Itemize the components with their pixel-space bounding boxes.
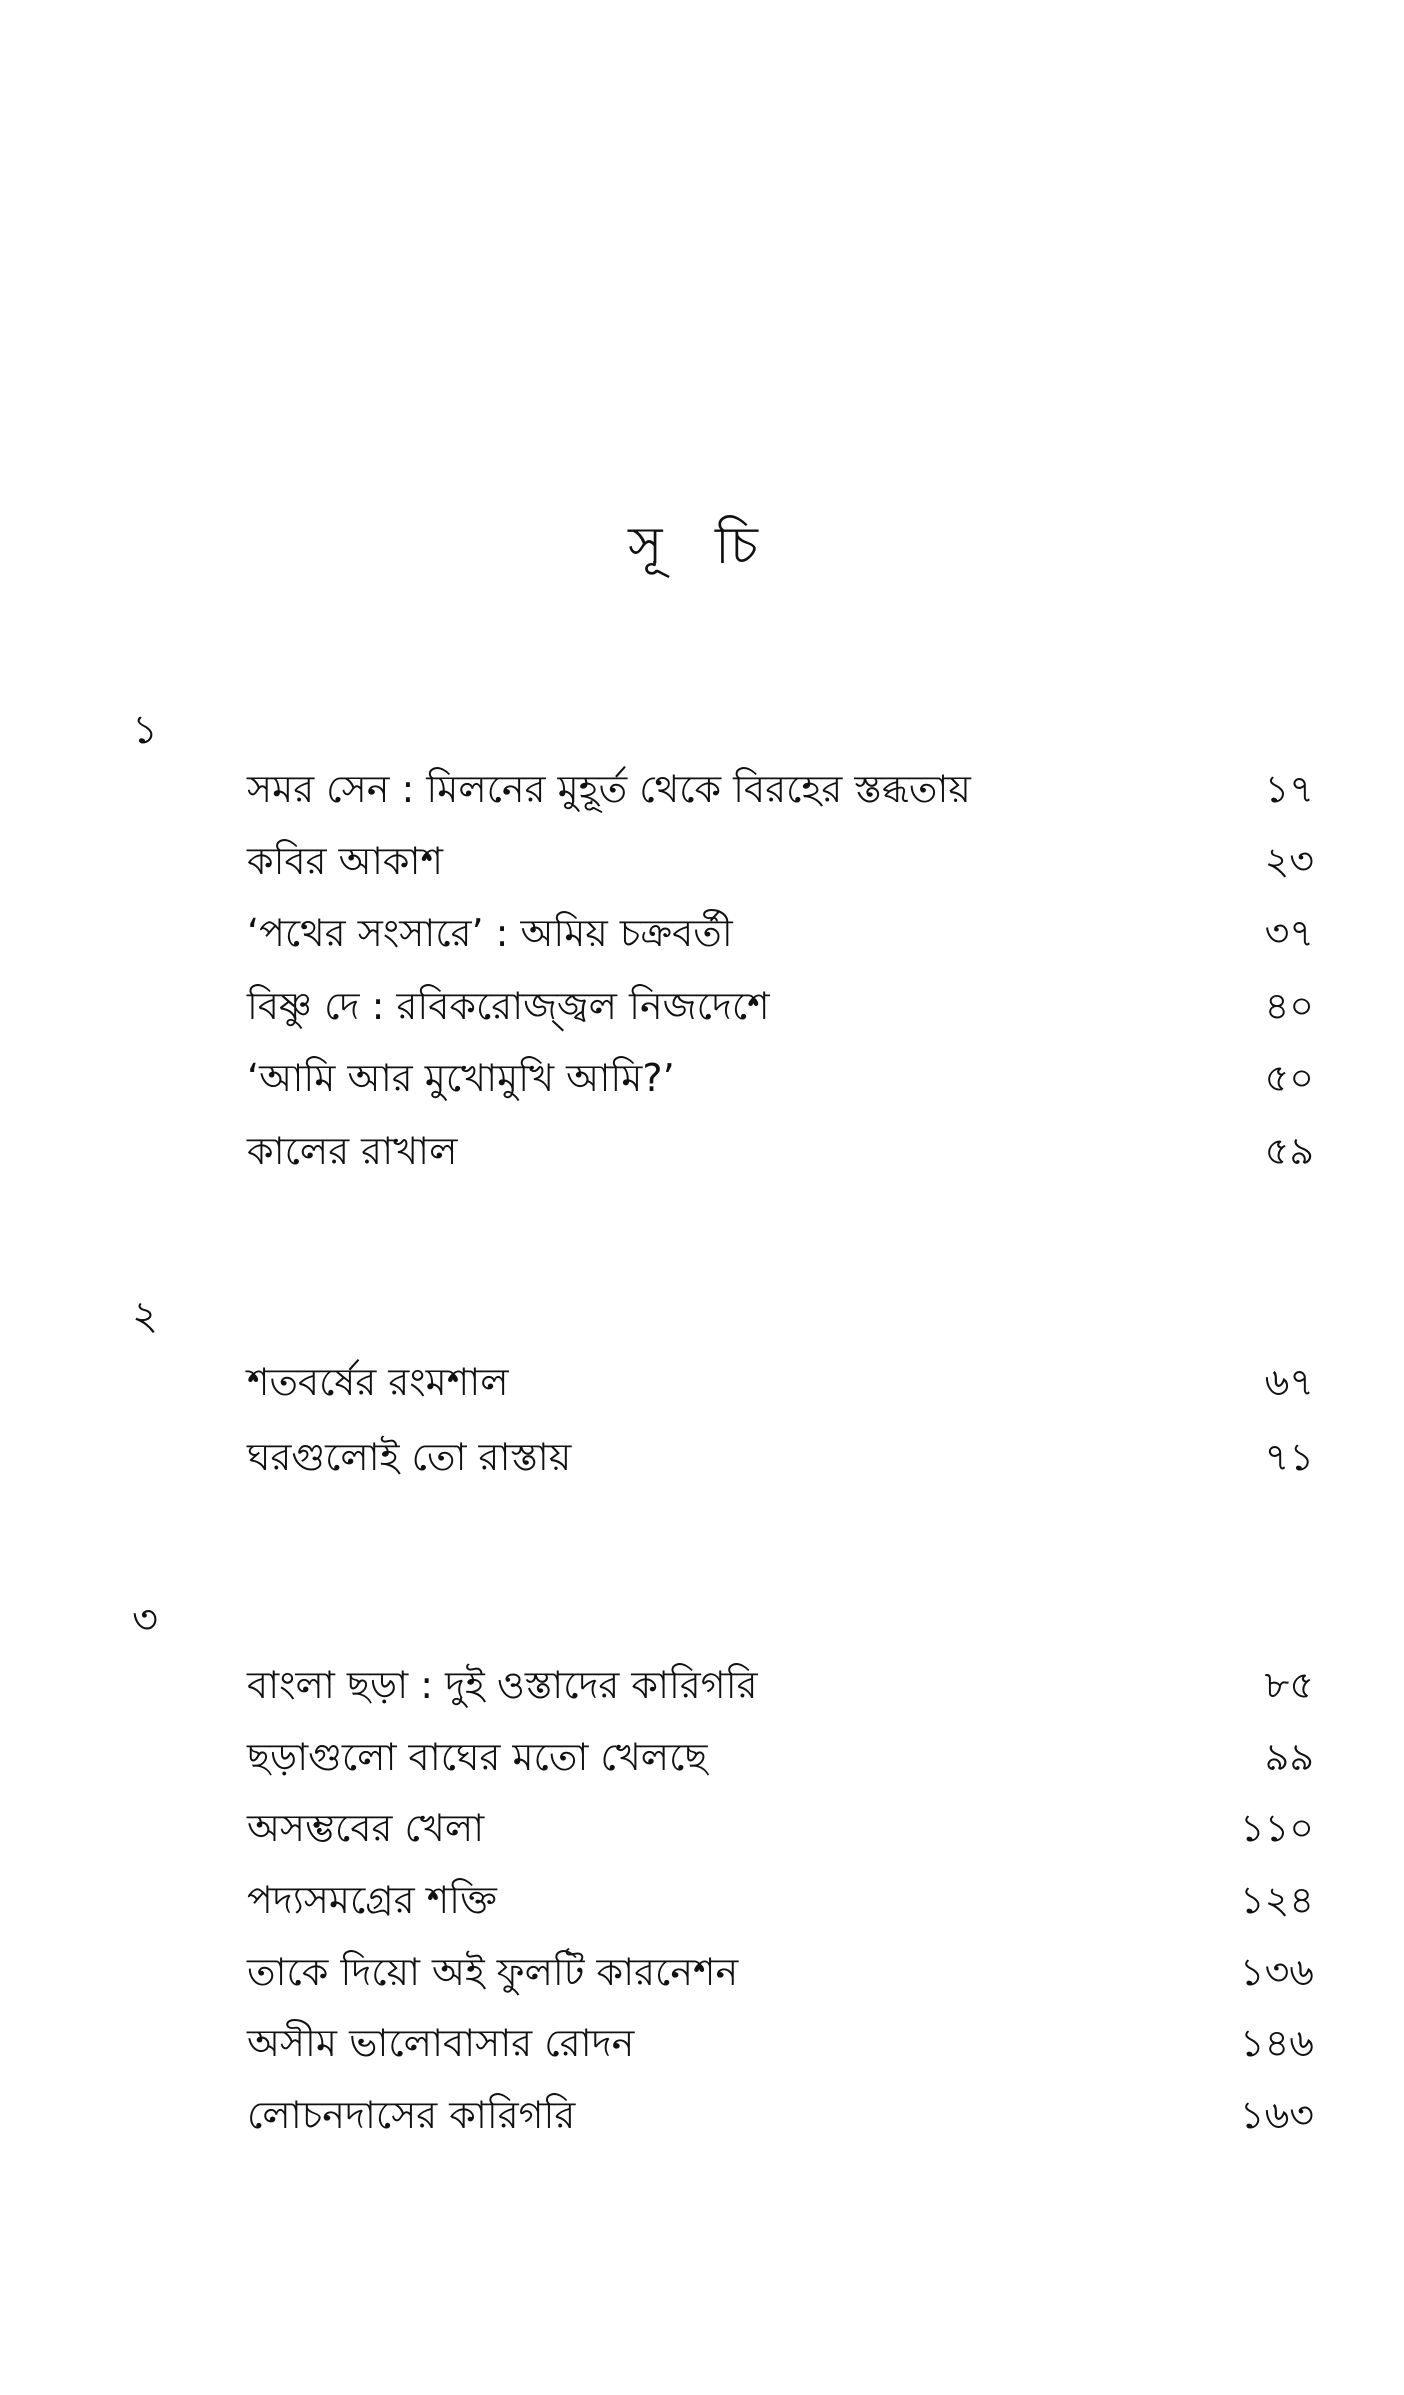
toc-entry-title: ঘরগুলোই তো রাস্তায় bbox=[247, 1435, 572, 1479]
toc-entry-title: বিষ্ণু দে : রবিকরোজ্জ্বল নিজদেশে bbox=[247, 984, 770, 1028]
toc-entry-page: ১৬৩ bbox=[1239, 2093, 1314, 2137]
toc-entry-page: ১৩৬ bbox=[1239, 1950, 1314, 1994]
toc-entry-page: ৭১ bbox=[1264, 1435, 1314, 1479]
toc-entry-page: ১৭ bbox=[1264, 767, 1314, 811]
section-number: ৩ bbox=[132, 1597, 159, 1643]
toc-entry-page: ৫৯ bbox=[1264, 1129, 1314, 1173]
toc-entry bbox=[247, 1124, 1314, 1184]
toc-entry-title: ছড়াগুলো বাঘের মতো খেলছে bbox=[247, 1735, 708, 1779]
toc-entry bbox=[247, 1658, 1314, 1718]
toc-entry-page: ৪০ bbox=[1264, 984, 1314, 1028]
toc-entry-page: ৫০ bbox=[1264, 1056, 1314, 1100]
section-number: ২ bbox=[132, 1293, 159, 1339]
toc-entry-title: ‘আমি আর মুখোমুখি আমি?’ bbox=[247, 1056, 675, 1100]
toc-entry-page: ৯৯ bbox=[1264, 1735, 1314, 1779]
toc-entry-title: তাকে দিয়ো অই ফুলটি কারনেশন bbox=[247, 1950, 739, 1994]
toc-entry-page: ৮৫ bbox=[1264, 1663, 1314, 1707]
toc-entry-title: কবির আকাশ bbox=[247, 839, 444, 883]
toc-entry bbox=[247, 1873, 1314, 1933]
toc-entry bbox=[247, 1355, 1314, 1415]
toc-entry bbox=[247, 1730, 1314, 1790]
toc-entry-page: ৩৭ bbox=[1264, 911, 1314, 955]
toc-entry bbox=[247, 906, 1314, 966]
page-title: সূ চি bbox=[628, 516, 776, 576]
toc-entry-title: পদ্যসমগ্রের শক্তি bbox=[247, 1878, 497, 1922]
toc-entry-page: ২৩ bbox=[1264, 839, 1314, 883]
toc-entry bbox=[247, 2016, 1314, 2076]
toc-entry-title: বাংলা ছড়া : দুই ওস্তাদের কারিগরি bbox=[247, 1663, 758, 1707]
toc-entry-page: ৬৭ bbox=[1264, 1360, 1314, 1404]
toc-entry bbox=[247, 1945, 1314, 2005]
toc-entry-title: সমর সেন : মিলনের মুহূর্ত থেকে বিরহের স্তব্ধতায় bbox=[247, 767, 971, 811]
toc-entry bbox=[247, 1430, 1314, 1490]
toc-entry-title: কালের রাখাল bbox=[247, 1129, 458, 1173]
toc-entry-title: ‘পথের সংসারে’ : অমিয় চক্রবর্তী bbox=[247, 911, 733, 955]
toc-entry bbox=[247, 1051, 1314, 1111]
toc-entry bbox=[247, 2088, 1314, 2148]
toc-entry-title: লোচনদাসের কারিগরি bbox=[247, 2093, 576, 2137]
toc-entry-page: ১২৪ bbox=[1239, 1878, 1314, 1922]
toc-entry-page: ১১০ bbox=[1239, 1806, 1314, 1850]
toc-entry bbox=[247, 762, 1314, 822]
toc-entry bbox=[247, 834, 1314, 894]
toc-entry-title: অসম্ভবের খেলা bbox=[247, 1806, 485, 1850]
toc-entry-title: অসীম ভালোবাসার রোদন bbox=[247, 2021, 635, 2065]
toc-entry bbox=[247, 1801, 1314, 1861]
section-number: ১ bbox=[132, 707, 158, 753]
toc-entry bbox=[247, 979, 1314, 1039]
toc-entry-page: ১৪৬ bbox=[1239, 2021, 1314, 2065]
toc-entry-title: শতবর্ষের রংমশাল bbox=[247, 1360, 509, 1404]
